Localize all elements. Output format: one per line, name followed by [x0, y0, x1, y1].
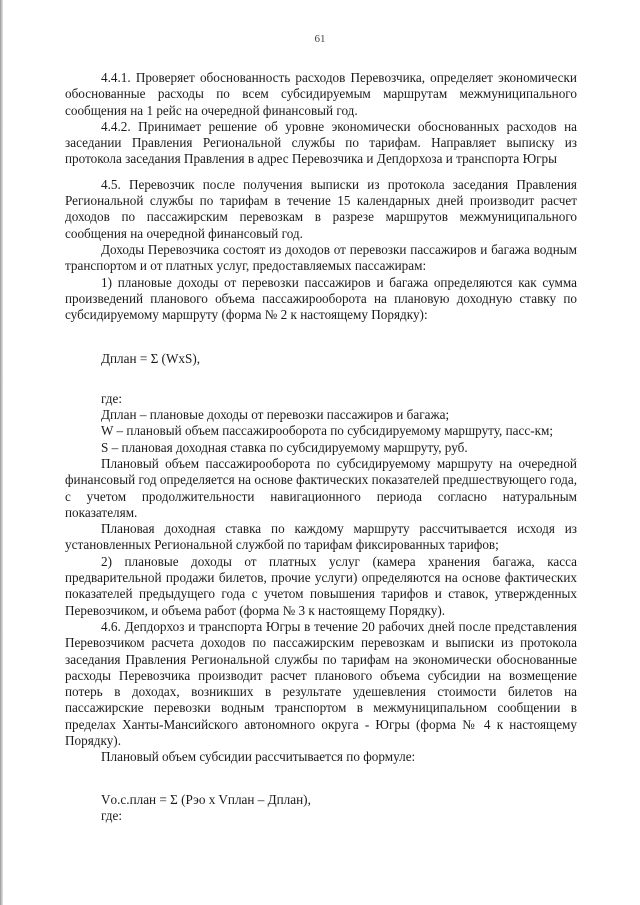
- formula-where-label-2: где:: [101, 807, 122, 823]
- clause-4-5: 4.5. Перевозчик после получения выписки из протокола заседания Правления Региональной службы по тарифам в течение 15 календарных дней производит расчет доходов по пассажирским перевозкам в разрезе маршрутов межмуниципального сообщения на очередной финансовый год.: [65, 176, 577, 241]
- formula-planned-income: Дплан = Σ (WxS),: [101, 351, 201, 367]
- paragraph-passenger-turnover: Плановый объем пассажирооборота по субсидируемому маршруту на очередной финансовый год определяется на основе фактических показателей предшествующего года, с учетом продолжительности навигационного периода согласно натуральным показателям.: [65, 455, 577, 520]
- clause-4-6: 4.6. Депдорхоз и транспорта Югры в течение 20 рабочих дней после представления Перевозчиком расчета доходов по пассажирским перевозкам и выписки из протокола заседания Правления Региональной службы по тарифам на экономически обоснованные расходы Перевозчика производит расчет планового объема субсидии на возмещение потерь в доходах, возникших в результате удешевления стоимости билетов на пассажирские перевозки водным транспортом в межмуниципальном сообщении в пределах Ханты-Мансийского автономного округа - Югры (форма № 4 к настоящему Порядку).: [65, 618, 577, 748]
- scan-edge: [0, 0, 3, 905]
- paragraph-paid-services: 2) плановые доходы от платных услуг (камера хранения багажа, касса предварительной продажи билетов, прочие услуги) определяются на основе фактических показателей предыдущего года с учетом повышения тарифов и ставок, утвержденных Перевозчиком, и объема работ (форма № 3 к настоящему Порядку).: [65, 553, 577, 618]
- paragraph-subsidy-formula-intro: Плановый объем субсидии рассчитывается по формуле:: [101, 749, 416, 765]
- document-body: [65, 70, 577, 824]
- page-number: 61: [314, 33, 326, 45]
- paragraph-planned-passenger-income: 1) плановые доходы от перевозки пассажиров и багажа определяются как сумма произведений планового объема пассажирооборота на плановую доходную ставку по субсидируемому маршруту (форма № 2 к настоящему Порядку):: [65, 274, 577, 323]
- paragraph-income-rate: Плановая доходная ставка по каждому маршруту рассчитывается исходя из установленных Региональной службой по тарифам фиксированных тарифов;: [65, 521, 577, 553]
- clause-4-4-2: 4.4.2. Принимает решение об уровне экономически обоснованных расходов на заседании Правления Региональной службы по тарифам. Направляет выписку из протокола заседания Правления в адрес Перевозчика и Депдорхоза и транспорта Югры: [65, 118, 577, 167]
- clause-4-4-1: 4.4.1. Проверяет обоснованность расходов Перевозчика, определяет экономически обоснованные расходы по всем субсидируемым маршрутам межмуниципального сообщения на 1 рейс на очередной финансовый год.: [65, 70, 577, 118]
- definition-w: W – плановый объем пассажирооборота по субсидируемому маршруту, пасс-км;: [101, 423, 554, 439]
- formula-where-label: где:: [101, 390, 122, 406]
- formula-subsidy: Vо.с.план = Σ (Рэо x Vплан – Дплан),: [101, 791, 311, 807]
- definition-s: S – плановая доходная ставка по субсидируемому маршруту, руб.: [101, 439, 468, 455]
- paragraph-carrier-income: Доходы Перевозчика состоят из доходов от перевозки пассажиров и багажа водным транспортом и от платных услуг, предоставляемых пассажирам:: [65, 241, 577, 274]
- definition-dplan: Дплан – плановые доходы от перевозки пассажиров и багажа;: [101, 407, 450, 423]
